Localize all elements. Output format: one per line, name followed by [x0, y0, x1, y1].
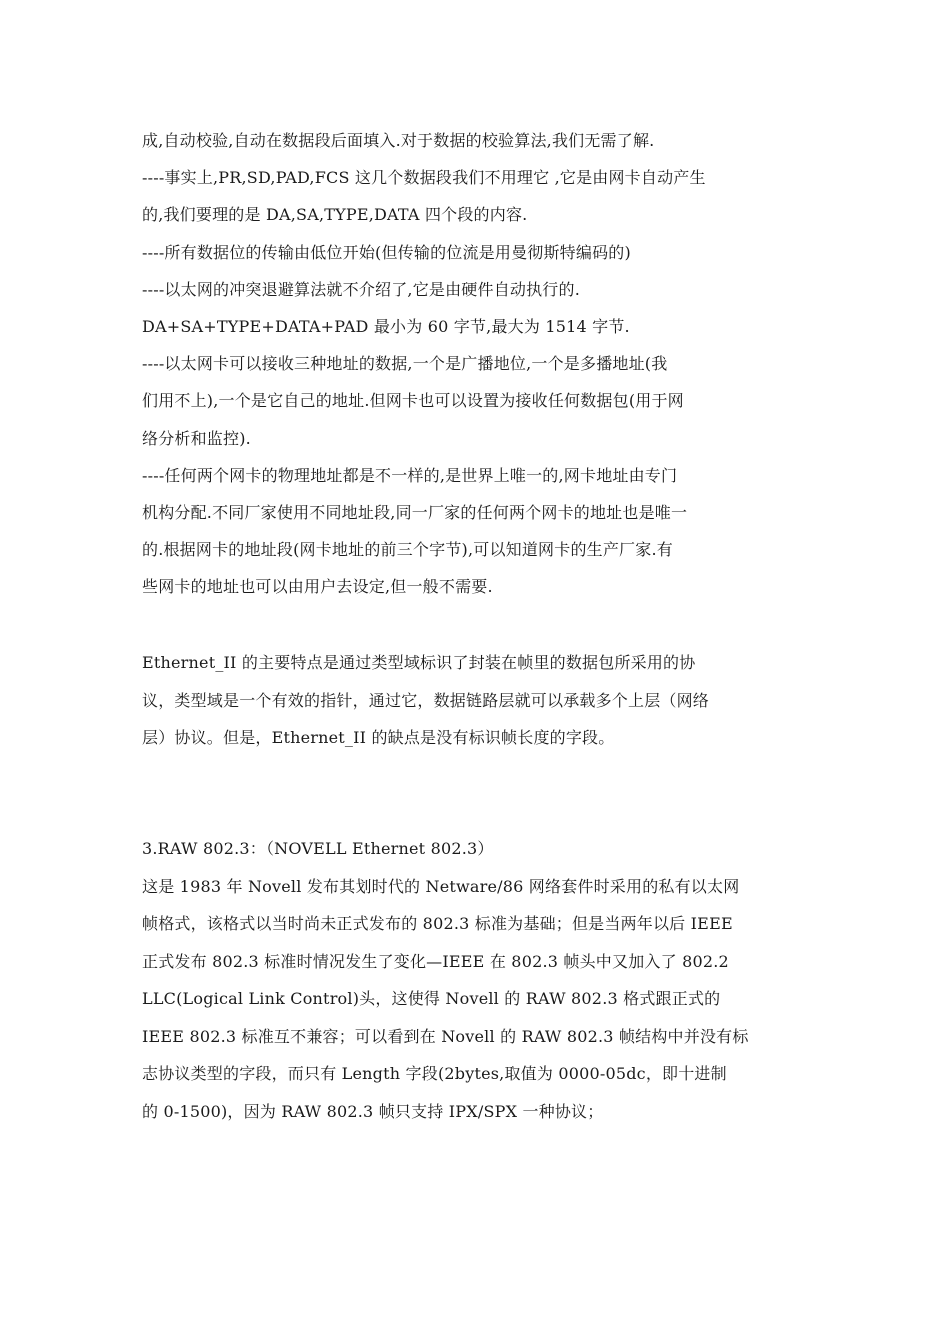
text-line: 的.根据网卡的地址段(网卡地址的前三个字节),可以知道网卡的生产厂家.有: [142, 540, 673, 560]
text-line: 们用不上),一个是它自己的地址.但网卡也可以设置为接收任何数据包(用于网: [142, 391, 684, 411]
text-line: 机构分配.不同厂家使用不同地址段,同一厂家的任何两个网卡的地址也是唯一: [142, 502, 688, 522]
text-line: 些网卡的地址也可以由用户去设定,但一般不需要.: [142, 577, 493, 597]
text-line: 层）协议。但是，Ethernet_II 的缺点是没有标识帧长度的字段。: [142, 728, 615, 747]
text-line: ----任何两个网卡的物理地址都是不一样的,是世界上唯一的,网卡地址由专门: [142, 465, 678, 485]
text-line: ----以太网卡可以接收三种地址的数据,一个是广播地位,一个是多播地址(我: [142, 354, 668, 374]
section-raw-802-3: [142, 830, 810, 1130]
text-line: ----事实上,PR,SD,PAD,FCS 这几个数据段我们不用理它 ,它是由网卡自动产生: [142, 168, 706, 188]
text-line: 正式发布 802.3 标准时情况发生了变化—IEEE 在 802.3 帧头中又加入了 802.2: [142, 951, 729, 971]
text-line: 的 0-1500)，因为 RAW 802.3 帧只支持 IPX/SPX 一种协议；: [142, 1101, 604, 1121]
text-line: ----以太网的冲突退避算法就不介绍了,它是由硬件自动执行的.: [142, 279, 580, 299]
text-line: DA+SA+TYPE+DATA+PAD 最小为 60 字节,最大为 1514 字节.: [142, 316, 630, 336]
text-line: 成,自动校验,自动在数据段后面填入.对于数据的校验算法,我们无需了解.: [142, 131, 655, 150]
text-line: 议，类型域是一个有效的指针，通过它，数据链路层就可以承载多个上层（网络: [142, 690, 710, 710]
section-ethernet-notes: [142, 122, 810, 605]
section-heading: 3.RAW 802.3：（NOVELL Ethernet 802.3）: [142, 839, 494, 858]
text-line: LLC(Logical Link Control)头，这使得 Novell 的 RAW 802.3 格式跟正式的: [142, 989, 721, 1008]
text-line: 帧格式，该格式以当时尚未正式发布的 802.3 标准为基础；但是当两年以后 IEEE: [142, 914, 733, 933]
text-line: 络分析和监控).: [142, 428, 251, 448]
text-line: Ethernet_II 的主要特点是通过类型域标识了封装在帧里的数据包所采用的协: [142, 653, 696, 672]
text-line: ----所有数据位的传输由低位开始(但传输的位流是用曼彻斯特编码的): [142, 242, 631, 262]
section-ethernet-ii: [142, 644, 810, 757]
text-line: IEEE 802.3 标准互不兼容；可以看到在 Novell 的 RAW 802.3 帧结构中并没有标: [142, 1026, 749, 1046]
text-line: 的,我们要理的是 DA,SA,TYPE,DATA 四个段的内容.: [142, 205, 528, 225]
text-line: 这是 1983 年 Novell 发布其划时代的 Netware/86 网络套件时采用的私有以太网: [142, 876, 740, 896]
text-line: 志协议类型的字段，而只有 Length 字段(2bytes,取值为 0000-05dc，即十进制: [142, 1064, 727, 1083]
